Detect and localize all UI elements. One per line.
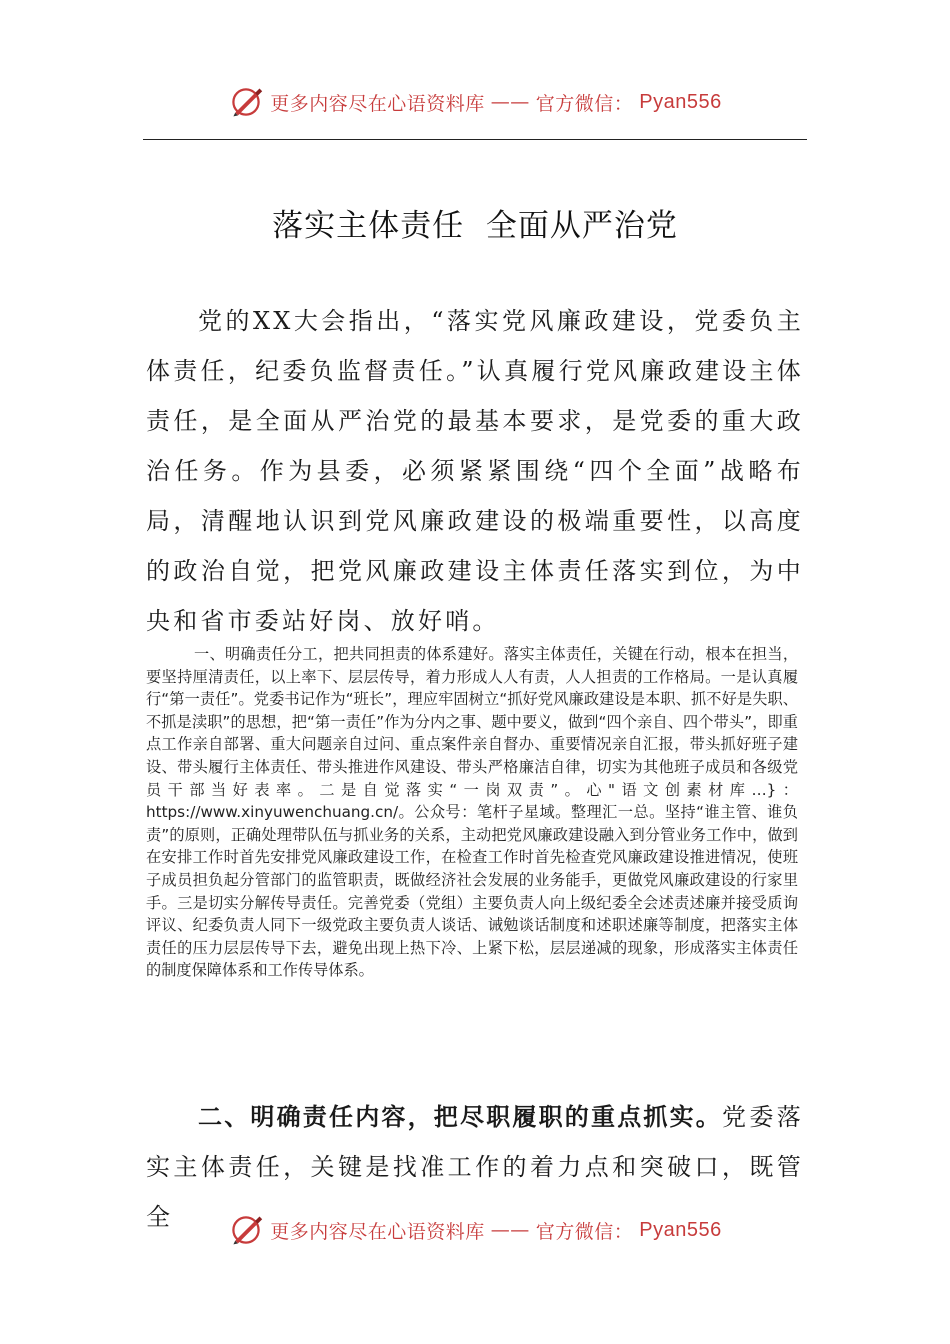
pen-logo-icon: [228, 1212, 264, 1248]
header-divider: [143, 139, 807, 140]
banner-dash: ——: [490, 91, 530, 113]
paragraph-section-one: 一、明确责任分工，把共同担责的体系建好。落实主体责任，关键在行动，根本在担当，要坚持厘清责任，以上率下、层层传导，着力形成人人有责，人人担责的工作格局。一是认真履行“第一责任”。党委书记作为“班长”，理应牢固树立“抓好党风廉政建设是本职、抓不好是失职、不抓是渎职”的思想，把“第一责任”作为分内之事、题中要义，做到“四个亲自、四个带头”，即重点工作亲自部署、重大问题亲自过问、重点案件亲自督办、重要情况亲自汇报，带头抓好班子建设、带头履行主体责任、带头推进作风建设、带头严格廉洁自律，切实为其他班子成员和各级党员干部当好表率。二是自觉落实“一岗双责”。心"语文创素材库…}：https://www.xinyuwenchuang.cn/。公众号：笔杆子星域。整理汇一总。坚持“谁主管、谁负责”的原则，正确处理带队伍与抓业务的关系，主动把党风廉政建设融入到分管业务工作中，做到在安排工作时首先安排党风廉政建设工作，在检查工作时首先检查党风廉政建设推进情况，使班子成员担负起分管部门的监管职责，既做经济社会发展的业务能手，更做党风廉政建设的行家里手。三是切实分解传导责任。完善党委（党组）主要负责人向上级纪委全会述责述廉并接受质询评议、纪委负责人同下一级党政主要负责人谈话、诫勉谈话制度和述职述廉等制度，把落实主体责任的压力层层传导下去，避免出现上热下冷、上紧下松，层层递减的现象，形成落实主体责任的制度保障体系和工作传导体系。: [146, 645, 798, 980]
banner-wechat-id: Pyan556: [639, 1218, 722, 1241]
document-title: 落实主体责任 全面从严治党: [272, 208, 678, 244]
banner-text: 更多内容尽在心语资料库: [270, 1220, 485, 1243]
banner-wechat-label: 官方微信：: [535, 1220, 634, 1243]
footer-banner: [0, 1210, 950, 1250]
banner-text: 更多内容尽在心语资料库: [270, 92, 485, 115]
banner-wechat-id: Pyan556: [639, 90, 722, 113]
paragraph-intro: 党的XX大会指出，“落实党风廉政建设，党委负主体责任，纪委负监督责任。”认真履行党风廉政建设主体责任，是全面从严治党的最基本要求，是党委的重大政治任务。作为县委，必须紧紧围绕“四个全面”战略布局，清醒地认识到党风廉政建设的极端重要性，以高度的政治自觉，把党风廉政建设主体责任落实到位，为中央和省市委站好岗、放好哨。: [146, 307, 804, 635]
banner-dash: ——: [490, 1219, 530, 1241]
banner-wechat-label: 官方微信：: [535, 92, 634, 115]
header-banner: [0, 82, 950, 122]
section-two-heading: 二、明确责任内容，把尽职履职的重点抓实。: [198, 1103, 722, 1131]
pen-logo-icon: [228, 84, 264, 120]
section-two-text: 党委落实主体责任，关键是找准工作的着力点和突破口，既管全: [146, 1103, 804, 1231]
